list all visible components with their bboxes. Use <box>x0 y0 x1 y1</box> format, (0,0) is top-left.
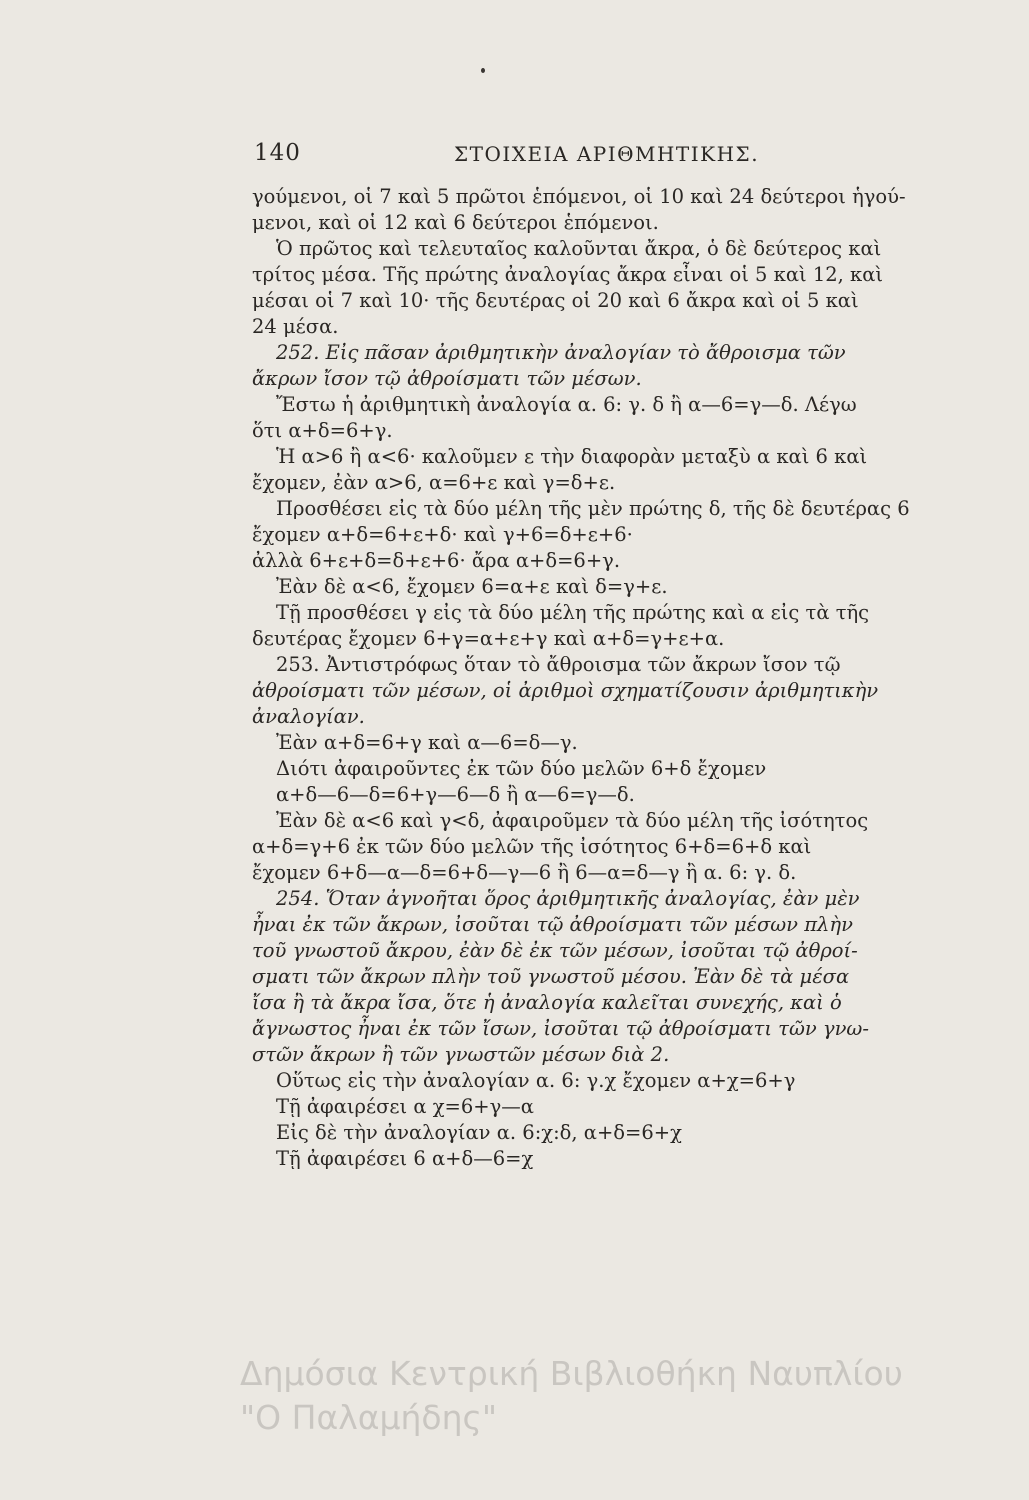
theorem-line: στῶν ἄκρων ἢ τῶν γνωστῶν μέσων διὰ 2. <box>252 1043 670 1066</box>
text-line: 24 μέσα. <box>252 315 339 338</box>
theorem-line: ἄγνωστος ἦναι ἐκ τῶν ἴσων, ἰσοῦται τῷ ἀθροίσματι τῶν γνω- <box>252 1017 869 1040</box>
text-line: α+δ=γ+6 ἐκ τῶν δύο μελῶν τῆς ἰσότητος 6+δ=6+δ καὶ <box>252 835 812 858</box>
theorem-line: τοῦ γνωστοῦ ἄκρου, ἐὰν δὲ ἐκ τῶν μέσων, ἰσοῦται τῷ ἀθροί- <box>252 939 858 962</box>
text-line: Οὕτως εἰς τὴν ἀναλογίαν α. 6: γ.χ ἔχομεν α+χ=6+γ <box>276 1069 796 1092</box>
theorem-line: σματι τῶν ἄκρων πλὴν τοῦ γνωστοῦ μέσου. Ἐὰν δὲ τὰ μέσα <box>252 965 850 988</box>
equation-line: α+δ—6—δ=6+γ—6—δ ἢ α—6=γ—δ. <box>276 783 635 806</box>
text-line: Ἐὰν δὲ α<6, ἔχομεν 6=α+ε καὶ δ=γ+ε. <box>276 575 668 598</box>
text-line: Ἔστω ἡ ἀριθμητικὴ ἀναλογία α. 6: γ. δ ἢ α—6=γ—δ. Λέγω <box>276 393 857 416</box>
text-line: Τῇ προσθέσει γ εἰς τὰ δύο μέλη τῆς πρώτης καὶ α εἰς τὰ τῆς <box>276 601 870 624</box>
text-line: Ἐὰν α+δ=6+γ καὶ α—6=δ—γ. <box>276 731 578 754</box>
equation-line: Τῇ ἀφαιρέσει α χ=6+γ—α <box>276 1095 534 1118</box>
watermark-line: "Ο Παλαμήδης" <box>240 1398 498 1437</box>
theorem-line: ἄκρων ἴσον τῷ ἀθροίσματι τῶν μέσων. <box>252 367 642 390</box>
text-line: Προσθέσει εἰς τὰ δύο μέλη τῆς μὲν πρώτης δ, τῆς δὲ δευτέρας 6 <box>276 497 910 520</box>
text-line: ἔχομεν 6+δ—α—δ=6+δ—γ—6 ἢ 6—α=δ—γ ἢ α. 6: γ. δ. <box>252 861 797 884</box>
theorem-line: 254. Ὅταν ἀγνοῆται ὅρος ἀριθμητικῆς ἀναλογίας, ἐὰν μὲν <box>276 887 860 910</box>
text-line: Ἡ α>6 ἢ α<6· καλοῦμεν ε τὴν διαφορὰν μεταξὺ α καὶ 6 καὶ <box>276 445 868 468</box>
text-line: Διότι ἀφαιροῦντες ἐκ τῶν δύο μελῶν 6+δ ἔχομεν <box>276 757 767 780</box>
theorem-line: ἀθροίσματι τῶν μέσων, οἱ ἀριθμοὶ σχηματίζουσιν ἀριθμητικὴν <box>252 679 879 702</box>
theorem-line: 252. Εἰς πᾶσαν ἀριθμητικὴν ἀναλογίαν τὸ ἄθροισμα τῶν <box>276 341 846 364</box>
body-text <box>252 184 910 1172</box>
header-title: ΣΤΟΙΧΕΙΑ ΑΡΙΘΜΗΤΙΚΗΣ. <box>454 142 760 166</box>
running-header <box>254 140 774 170</box>
equation-line: ἔχομεν α+δ=6+ε+δ· καὶ γ+6=δ+ε+6· <box>252 523 633 546</box>
text-line: ἔχομεν, ἐὰν α>6, α=6+ε καὶ γ=δ+ε. <box>252 471 616 494</box>
theorem-line: ἀναλογίαν. <box>252 705 365 728</box>
equation-line: ἀλλὰ 6+ε+δ=δ+ε+6· ἄρα α+δ=6+γ. <box>252 549 621 572</box>
text-line: γούμενοι, οἱ 7 καὶ 5 πρῶτοι ἑπόμενοι, οἱ 10 καὶ 24 δεύτεροι ἡγού- <box>252 185 906 208</box>
text-line: μενοι, καὶ οἱ 12 καὶ 6 δεύτεροι ἑπόμενοι. <box>252 211 659 234</box>
library-watermark <box>240 1352 1000 1440</box>
text-line: τρίτος μέσα. Τῆς πρώτης ἀναλογίας ἄκρα εἶναι οἱ 5 καὶ 12, καὶ <box>252 263 884 286</box>
ink-speck <box>481 68 485 73</box>
text-line: δευτέρας ἔχομεν 6+γ=α+ε+γ καὶ α+δ=γ+ε+α. <box>252 627 725 650</box>
equation-line: Εἰς δὲ τὴν ἀναλογίαν α. 6:χ:δ, α+δ=6+χ <box>276 1121 682 1144</box>
theorem-line: ἦναι ἐκ τῶν ἄκρων, ἰσοῦται τῷ ἀθροίσματι τῶν μέσων πλὴν <box>252 913 853 936</box>
text-line: μέσαι οἱ 7 καὶ 10· τῆς δευτέρας οἱ 20 καὶ 6 ἄκρα καὶ οἱ 5 καὶ <box>252 289 859 312</box>
page-number: 140 <box>254 140 301 166</box>
text-line: Ἐὰν δὲ α<6 καὶ γ<δ, ἀφαιροῦμεν τὰ δύο μέλη τῆς ἰσότητος <box>276 809 869 832</box>
watermark-line: Δημόσια Κεντρική Βιβλιοθήκη Ναυπλίου <box>240 1354 903 1393</box>
text-line: Ὁ πρῶτος καὶ τελευταῖος καλοῦνται ἄκρα, ὁ δὲ δεύτερος καὶ <box>276 237 882 260</box>
text-line: ὅτι α+δ=6+γ. <box>252 419 393 442</box>
theorem-line: ἴσα ἢ τὰ ἄκρα ἴσα, ὅτε ἡ ἀναλογία καλεῖται συνεχής, καὶ ὁ <box>252 991 842 1014</box>
text-line: 253. Ἀντιστρόφως ὅταν τὸ ἄθροισμα τῶν ἄκρων ἴσον τῷ <box>276 653 841 676</box>
equation-line: Τῇ ἀφαιρέσει 6 α+δ—6=χ <box>276 1147 534 1170</box>
